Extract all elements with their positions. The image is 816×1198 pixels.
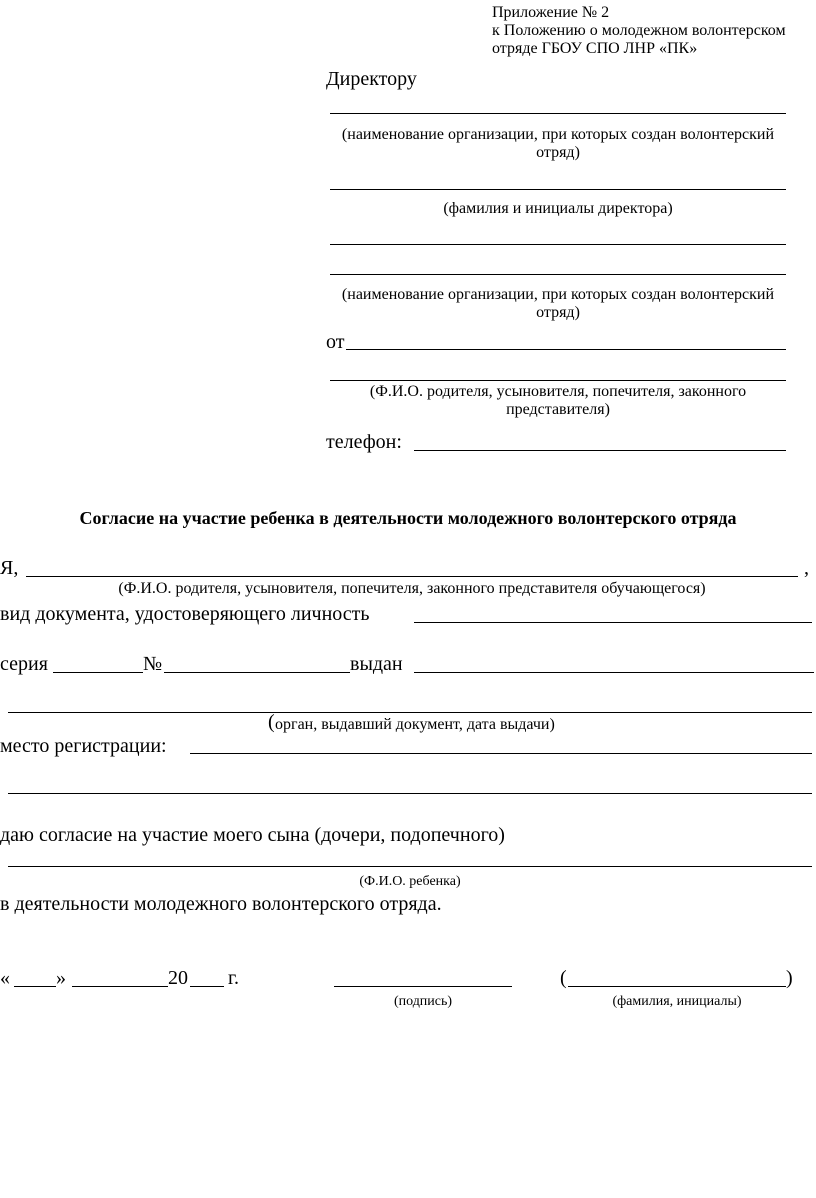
i-label: Я,	[0, 557, 19, 579]
comma: ,	[804, 557, 809, 579]
appendix-number: Приложение № 2	[492, 4, 610, 21]
registration-line-2[interactable]	[8, 793, 812, 794]
org-name-caption-2: (наименование организации, при которых создан волонтерский отряд)	[341, 286, 775, 321]
name-initials-caption: (фамилия, инициалы)	[612, 994, 742, 1009]
date-year-prefix: 20	[168, 967, 188, 989]
activity-text: в деятельности молодежного волонтерского отряда.	[0, 893, 442, 915]
name-initials-line[interactable]	[568, 986, 786, 987]
series-line[interactable]	[53, 672, 143, 673]
parent-name-line[interactable]	[330, 380, 786, 381]
org-name-line-2a[interactable]	[330, 244, 786, 245]
document-type-label: вид документа, удостоверяющего личность	[0, 603, 370, 625]
document-title: Согласие на участие ребенка в деятельности молодежного волонтерского отряда	[79, 508, 737, 528]
name-paren-close: )	[786, 967, 793, 989]
issuer-caption: орган, выдавший документ, дата выдачи)	[275, 716, 555, 733]
name-paren-open: (	[560, 967, 567, 989]
registration-label: место регистрации:	[0, 735, 167, 757]
signature-line[interactable]	[334, 986, 512, 987]
child-name-caption: (Ф.И.О. ребенка)	[359, 874, 461, 889]
series-label: серия	[0, 653, 48, 675]
appendix-line-2: к Положению о молодежном волонтерском	[492, 22, 786, 39]
from-line[interactable]	[346, 349, 786, 350]
issuer-line[interactable]	[8, 712, 812, 713]
from-label: от	[326, 331, 345, 353]
registration-line[interactable]	[190, 753, 812, 754]
number-line[interactable]	[164, 672, 350, 673]
director-name-caption: (фамилия и инициалы директора)	[443, 200, 673, 217]
appendix-line-3: отряде ГБОУ СПО ЛНР «ПК»	[492, 40, 698, 57]
director-name-line[interactable]	[330, 189, 786, 190]
org-name-line[interactable]	[330, 113, 786, 114]
to-director-label: Директору	[326, 68, 417, 90]
parent-name-caption: (Ф.И.О. родителя, усыновителя, попечителя, законного представителя)	[369, 383, 747, 418]
org-name-line-2b[interactable]	[330, 274, 786, 275]
issued-label: выдан	[350, 653, 403, 675]
date-open-quote: «	[0, 967, 10, 989]
date-close-quote: »	[56, 967, 66, 989]
date-day-line[interactable]	[14, 986, 56, 987]
issued-line[interactable]	[414, 672, 814, 673]
parent-student-line[interactable]	[26, 576, 798, 577]
signature-caption: (подпись)	[393, 994, 453, 1009]
org-name-caption: (наименование организации, при которых создан волонтерский отряд)	[341, 126, 775, 161]
number-label: №	[143, 653, 163, 675]
parent-student-caption: (Ф.И.О. родителя, усыновителя, попечителя, законного представителя обучающегося)	[118, 580, 706, 597]
consent-text: даю согласие на участие моего сына (дочери, подопечного)	[0, 824, 505, 846]
date-month-line[interactable]	[72, 986, 168, 987]
date-year-line[interactable]	[190, 986, 224, 987]
date-year-suffix: г.	[228, 967, 239, 989]
phone-label: телефон:	[326, 431, 402, 453]
document-type-line[interactable]	[414, 622, 812, 623]
issuer-paren: (	[268, 711, 275, 733]
child-name-line[interactable]	[8, 866, 812, 867]
phone-line[interactable]	[414, 450, 786, 451]
